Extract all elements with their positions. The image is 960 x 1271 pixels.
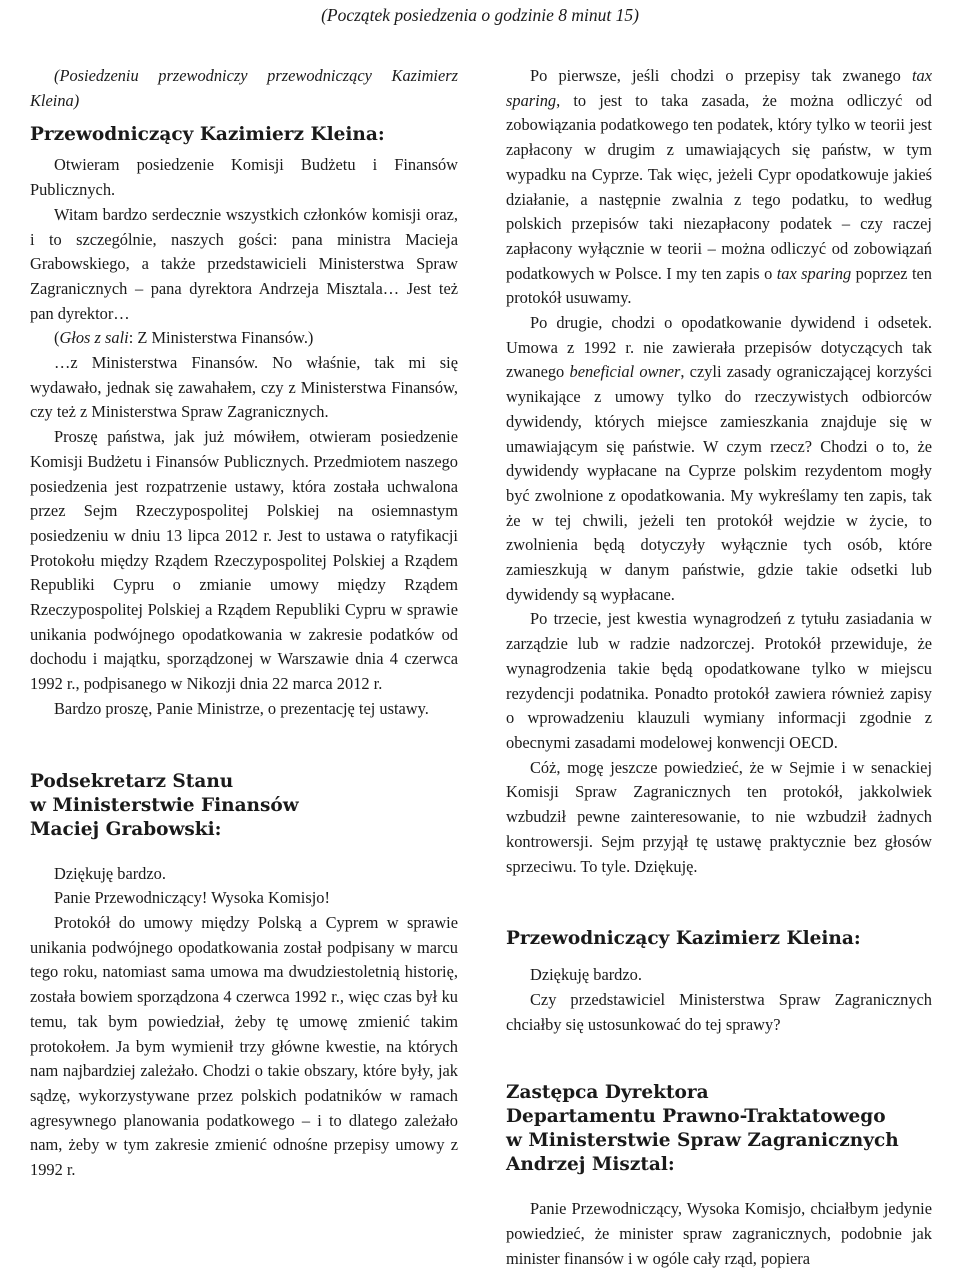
voice-label: Głos z sali [59,328,129,348]
speaker-title-line: Podsekretarz Stanu [30,770,234,792]
paragraph: Witam bardzo serdecznie wszystkich członków komisji oraz, i to szczególnie, naszych gości: pana ministra Macieja Grabowskiego, a także przedstawicieli Ministerstwa Spraw Zagranicznych – pana dyrektora Andrzeja Misztala… Jest też pan dyrektor… [30,204,458,323]
paragraph: Czy przedstawiciel Ministerstwa Spraw Zagranicznych chciałby się ustosunkować do tej sprawy? [506,989,932,1034]
paragraph: Bardzo proszę, Panie Ministrze, o prezentację tej ustawy. [54,698,429,718]
paren-open: ( [54,328,60,348]
paragraph: …z Ministerstwa Finansów. No właśnie, tak mi się wydawało, jednak się zawahałem, czy z Ministerstwa Finansów, czy też z Ministerstwa Spraw Zagranicznych. [30,353,458,422]
paragraph: Proszę państwa, jak już mówiłem, otwieram posiedzenie Komisji Budżetu i Finansów Publicznych. Przedmiotem naszego posiedzenia jest rozpatrzenie ustawy, która została uchwalona przez Sejm Rzeczypospolitej Polskiej na osiemnastym posiedzeniu w dniu 13 lipca 2012 r. Jest to ustawa o ratyfikacji Protokołu między Rządem Rzeczypospolitej Polskiej a Rządem Republiki Cypru o zmianie umowy między Rządem Rzeczypospolitej Polskiej a Rządem Republiki Cypru w sprawie unikania podwójnego opodatkowania w zakresie podatków od dochodu i majątku, sporządzonej w Warszawie dnia 4 czerwca 1992 r., podpisanego w Nikozji dnia 22 marca 2012 r. [30,427,458,694]
text-run: poprzez ten protokół usuwamy. [506,263,933,308]
speaker-title-line: Departamentu Prawno-Traktatowego [506,1106,886,1128]
speaker-heading-misztal [506,1081,932,1177]
right-column [506,64,932,1271]
text-run: Po pierwsze, jeśli chodzi o przepisy tak zwanego [530,66,912,85]
chair-note: (Posiedzeniu przewodniczy przewodniczący Kazimierz Kleina) [30,66,458,110]
left-column [30,64,458,1183]
speaker-title-line: Zastępca Dyrektora [506,1082,709,1104]
italic-term: tax sparing [506,66,932,110]
paragraph: Dziękuję bardzo. [530,965,642,985]
speaker-title-line: w Ministerstwie Finansów [30,794,299,816]
speaker-name-line: Maciej Grabowski: [30,818,222,840]
speaker-heading-kleina: Przewodniczący Kazimierz Kleina: [506,928,861,950]
speaker-name-line: Andrzej Misztal: [506,1154,675,1176]
text-run: Po drugie, chodzi o opodatkowanie dywidend i odsetek. Umowa z 1992 r. nie zawierała przepisów dotyczących tak zwanego [506,313,932,382]
paragraph: Dziękuję bardzo. [54,863,166,883]
voice-from-room [30,326,458,351]
paragraph: Po trzecie, jest kwestia wynagrodzeń z tytułu zasiadania w zarządzie lub w radzie nadzorczej. Protokół przewiduje, że wynagrodzenia takie będą opodatkowane tylko w miejscu rezydencji podatnika. Ponadto protokół zawiera również zapisy o wprowadzeniu klauzuli wymiany informacji zgodnie z obecnymi zasadami modelowej konwencji OECD. [506,609,932,752]
paragraph: Panie Przewodniczący! Wysoka Komisjo! [54,888,330,908]
speaker-heading-kleina: Przewodniczący Kazimierz Kleina: [30,124,385,146]
paragraph: Otwieram posiedzenie Komisji Budżetu i Finansów Publicznych. [30,155,458,200]
paragraph-tax-sparing [506,64,932,311]
text-run: , czyli zasady ograniczającej korzyści wynikające z umowy tylko do rzeczywistych odbiorców dywidendy, których miejsce zamieszkania znajduje się w umawiającym się państwie. W czym rzecz? Chodzi o to, że dywidendy wypłacane na Cyprze polskim rezydentom mogły być zwolnione z opodatkowania. My wykreślamy ten zapis, tak że w tej chwili, jeżeli ten protokół wejdzie w życie, to zwolnienia będą dotyczyły wyłącznie tych osób, które zamieszkują w danym państwie, gdzie takie odsetki lub dywidendy są wypłacane. [506,362,932,604]
speaker-heading-grabowski [30,770,458,842]
opening-time-note: (Początek posiedzenia o godzinie 8 minut 15) [321,5,639,25]
text-run: , to jest to taka zasada, że można odliczyć od zobowiązania podatkowego ten podatek, który tylko w teorii jest zapłacony w drugim z umawiających się państw, w tym wypadku na Cyprze. Tak więc, jeżeli Cypr opodatkowuje jakieś działanie, a następnie zwalnia z tego podatku, to według polskich przepisów taki niezapłacony podatek – czy raczej zapłacony wyłącznie w teorii – można odliczyć od zobowiązań podatkowych w Polsce. I my ten zapis o [506,90,932,283]
italic-term: beneficial owner [569,362,681,382]
paragraph: Protokół do umowy między Polską a Cyprem w sprawie unikania podwójnego opodatkowania został podpisany w marcu tego roku, natomiast sama umowa ma dwudziestoletnią historię, została bowiem sporządzona 4 czerwca 1992 r., więc czas był ku temu, tak bym powiedział, żeby tę umowę zmienić takim protokołem. Ja bym wymienił trzy główne kwestie, na których nam najbardziej zależało. Chodzi o takie obszary, które były, jak sądzę, wykorzystywane przez polskich podatników w ramach agresywnego planowania podatkowego – i to dlatego zależało nam, żeby w tym zakresie zmienić odnośne przepisy umowy z 1992 r. [30,912,458,1180]
speaker-title-line: w Ministerstwie Spraw Zagranicznych [506,1130,899,1152]
paragraph-dividends [506,311,932,607]
voice-text: : Z Ministerstwa Finansów.) [128,328,314,348]
paragraph: Cóż, mogę jeszcze powiedzieć, że w Sejmie i w senackiej Komisji Spraw Zagranicznych ten protokół, jakkolwiek wzbudził pewne zainteresowanie, to nie wzbudził żadnych kontrowersji. Sejm przyjął tę ustawę praktycznie bez głosów sprzeciwu. To tyle. Dziękuję. [506,757,932,876]
italic-term: tax sparing [776,263,852,283]
paragraph: Panie Przewodniczący, Wysoka Komisjo, chciałbym jedynie powiedzieć, że minister spraw zagranicznych, podobnie jak minister finansów i w ogóle cały rząd, popiera [506,1199,932,1268]
